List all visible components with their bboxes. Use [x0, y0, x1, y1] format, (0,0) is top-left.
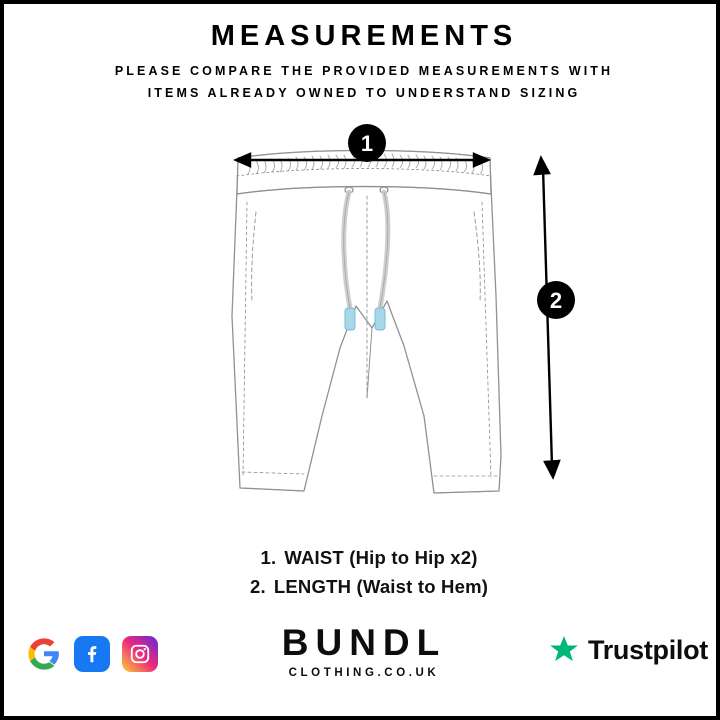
shorts-technical-drawing	[232, 151, 501, 494]
header	[4, 20, 720, 105]
page-title: MEASUREMENTS	[210, 20, 518, 52]
shorts-diagram	[4, 116, 720, 526]
legend-item-2	[4, 573, 720, 602]
brand-name: BUNDL	[281, 622, 447, 663]
header-subtitle	[4, 61, 720, 105]
legend-item-1-text: WAIST (Hip to Hip x2)	[284, 547, 478, 568]
measurement-legend	[4, 544, 720, 601]
marker-1-label: 1	[360, 131, 374, 156]
legend-item-1	[4, 544, 720, 573]
brand-domain: CLOTHING.CO.UK	[288, 667, 440, 679]
subtitle-line-2: ITEMS ALREADY OWNED TO UNDERSTAND SIZING	[147, 86, 581, 101]
legend-item-2-text: LENGTH (Waist to Hem)	[273, 575, 489, 597]
legend-item-2-number: 2.	[250, 575, 266, 597]
footer	[4, 618, 720, 698]
measurement-marker-1	[348, 124, 386, 162]
trustpilot-star-icon	[548, 634, 580, 666]
marker-2-label: 2	[549, 288, 563, 313]
legend-item-1-number: 1.	[260, 547, 277, 568]
trustpilot-badge[interactable]	[548, 634, 708, 666]
trustpilot-label: Trustpilot	[588, 634, 708, 665]
subtitle-line-1: PLEASE COMPARE THE PROVIDED MEASUREMENTS WITH	[114, 64, 614, 79]
measurement-marker-2	[537, 281, 575, 319]
